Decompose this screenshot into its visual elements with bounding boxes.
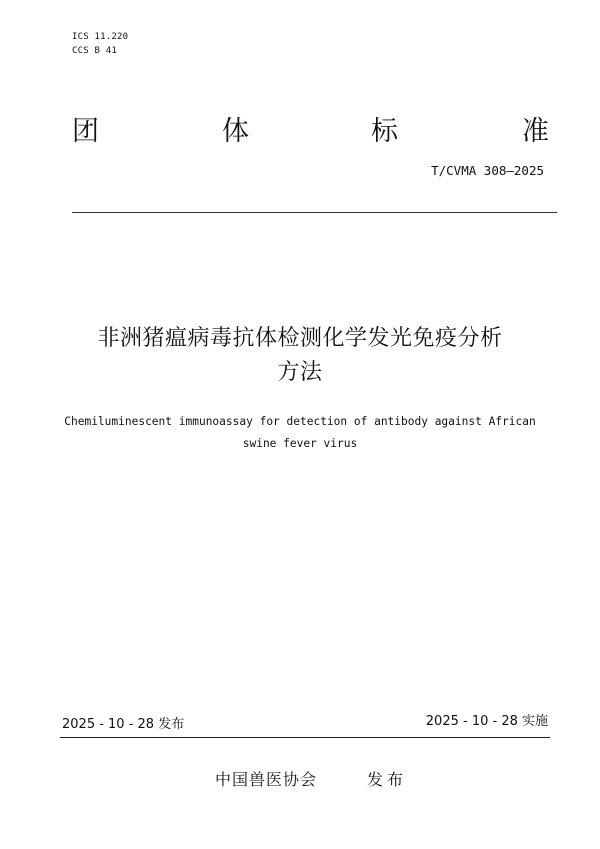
ics-code: ICS 11.220	[72, 32, 129, 42]
classification-codes	[72, 30, 128, 58]
standard-type-char: 标	[371, 116, 398, 147]
standard-type-heading	[72, 112, 552, 156]
standard-type-char: 准	[522, 116, 549, 147]
title-english-line2: swine fever virus	[242, 437, 358, 450]
title-english-line1: Chemiluminescent immunoassay for detection of antibody against African	[64, 415, 536, 428]
title-chinese-line1: 非洲猪瘟病毒抗体检测化学发光免疫分析	[97, 326, 503, 351]
standard-type-char: 体	[222, 116, 249, 147]
implementation-date: 2025 - 10 - 28 实施	[425, 714, 548, 729]
header-divider	[72, 212, 557, 213]
issuing-action: 发布	[367, 770, 408, 789]
footer-divider	[60, 737, 550, 738]
title-chinese-line2: 方法	[277, 360, 323, 385]
issuing-organization: 中国兽医协会	[215, 770, 318, 789]
issue-date: 2025 - 10 - 28 发布	[62, 717, 185, 732]
title-chinese	[40, 322, 560, 390]
ccs-code: CCS B 41	[72, 46, 117, 56]
standard-number: T/CVMA 308—2025	[431, 163, 544, 178]
title-english	[30, 411, 570, 455]
standard-type-char: 团	[72, 116, 99, 147]
